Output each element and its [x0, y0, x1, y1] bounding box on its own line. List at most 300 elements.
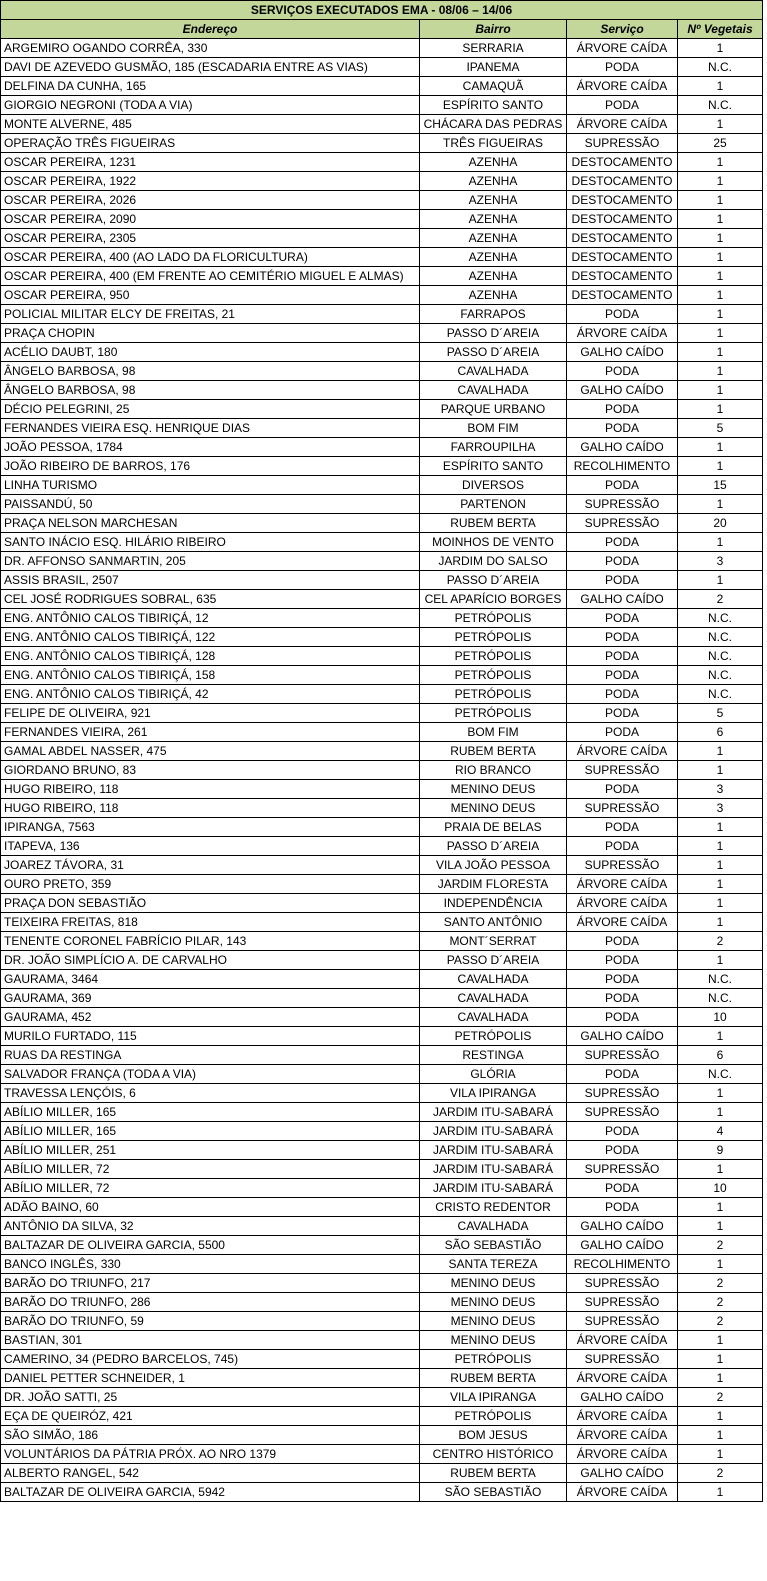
table-row — [1, 172, 763, 191]
cell-servico: SUPRESSÃO — [567, 1293, 678, 1312]
cell-servico: PODA — [567, 837, 678, 856]
cell-servico: ÁRVORE CAÍDA — [567, 1331, 678, 1350]
table-row — [1, 552, 763, 571]
cell-bairro: JARDIM ITU-SABARÁ — [420, 1179, 567, 1198]
table-row — [1, 381, 763, 400]
cell-n-vegetais: 1 — [678, 172, 763, 191]
cell-n-vegetais: 1 — [678, 761, 763, 780]
cell-servico: SUPRESSÃO — [567, 514, 678, 533]
cell-bairro: PETRÓPOLIS — [420, 1027, 567, 1046]
cell-bairro: VILA JOÃO PESSOA — [420, 856, 567, 875]
cell-bairro: FARROUPILHA — [420, 438, 567, 457]
table-row — [1, 913, 763, 932]
cell-n-vegetais: 1 — [678, 742, 763, 761]
cell-endereco: ALBERTO RANGEL, 542 — [1, 1464, 420, 1483]
cell-endereco: DÉCIO PELEGRINI, 25 — [1, 400, 420, 419]
cell-servico: ÁRVORE CAÍDA — [567, 1369, 678, 1388]
cell-endereco: VOLUNTÁRIOS DA PÁTRIA PRÓX. AO NRO 1379 — [1, 1445, 420, 1464]
cell-bairro: VILA IPIRANGA — [420, 1388, 567, 1407]
cell-servico: ÁRVORE CAÍDA — [567, 913, 678, 932]
cell-bairro: CAMAQUÃ — [420, 77, 567, 96]
cell-endereco: GIORGIO NEGRONI (TODA A VIA) — [1, 96, 420, 115]
cell-endereco: ENG. ANTÔNIO CALOS TIBIRIÇÁ, 122 — [1, 628, 420, 647]
cell-n-vegetais: 1 — [678, 457, 763, 476]
cell-endereco: ABÍLIO MILLER, 165 — [1, 1122, 420, 1141]
table-row — [1, 39, 763, 58]
cell-bairro: PETRÓPOLIS — [420, 685, 567, 704]
cell-n-vegetais: 1 — [678, 495, 763, 514]
cell-servico: DESTOCAMENTO — [567, 172, 678, 191]
cell-n-vegetais: N.C. — [678, 989, 763, 1008]
cell-endereco: ACÉLIO DAUBT, 180 — [1, 343, 420, 362]
cell-endereco: HUGO RIBEIRO, 118 — [1, 799, 420, 818]
cell-n-vegetais: 10 — [678, 1008, 763, 1027]
cell-n-vegetais: 1 — [678, 894, 763, 913]
cell-servico: PODA — [567, 723, 678, 742]
table-row — [1, 1426, 763, 1445]
cell-servico: GALHO CAÍDO — [567, 590, 678, 609]
cell-servico: GALHO CAÍDO — [567, 1027, 678, 1046]
cell-n-vegetais: 4 — [678, 1122, 763, 1141]
cell-bairro: AZENHA — [420, 286, 567, 305]
cell-bairro: BOM JESUS — [420, 1426, 567, 1445]
cell-servico: PODA — [567, 647, 678, 666]
table-row — [1, 780, 763, 799]
cell-n-vegetais: 1 — [678, 362, 763, 381]
cell-n-vegetais: 1 — [678, 1426, 763, 1445]
table-row — [1, 571, 763, 590]
cell-bairro: CRISTO REDENTOR — [420, 1198, 567, 1217]
cell-n-vegetais: 1 — [678, 400, 763, 419]
table-row — [1, 704, 763, 723]
cell-bairro: SERRARIA — [420, 39, 567, 58]
cell-n-vegetais: N.C. — [678, 685, 763, 704]
cell-servico: PODA — [567, 552, 678, 571]
cell-bairro: DIVERSOS — [420, 476, 567, 495]
cell-bairro: PETRÓPOLIS — [420, 609, 567, 628]
cell-n-vegetais: 1 — [678, 951, 763, 970]
cell-servico: PODA — [567, 1065, 678, 1084]
cell-endereco: ITAPEVA, 136 — [1, 837, 420, 856]
cell-endereco: PRAÇA DON SEBASTIÃO — [1, 894, 420, 913]
cell-endereco: PRAÇA NELSON MARCHESAN — [1, 514, 420, 533]
cell-n-vegetais: 1 — [678, 1445, 763, 1464]
cell-n-vegetais: 1 — [678, 1369, 763, 1388]
cell-servico: PODA — [567, 666, 678, 685]
cell-n-vegetais: 1 — [678, 856, 763, 875]
cell-n-vegetais: 9 — [678, 1141, 763, 1160]
cell-endereco: ABÍLIO MILLER, 72 — [1, 1160, 420, 1179]
cell-n-vegetais: 2 — [678, 590, 763, 609]
cell-servico: PODA — [567, 989, 678, 1008]
table-row — [1, 1179, 763, 1198]
cell-bairro: BOM FIM — [420, 419, 567, 438]
cell-bairro: MENINO DEUS — [420, 799, 567, 818]
cell-n-vegetais: 1 — [678, 571, 763, 590]
cell-n-vegetais: 1 — [678, 229, 763, 248]
table-row — [1, 1445, 763, 1464]
cell-endereco: HUGO RIBEIRO, 118 — [1, 780, 420, 799]
table-row — [1, 1236, 763, 1255]
cell-bairro: CAVALHADA — [420, 1217, 567, 1236]
cell-bairro: RUBEM BERTA — [420, 1369, 567, 1388]
table-row — [1, 305, 763, 324]
table-row — [1, 1217, 763, 1236]
cell-endereco: ENG. ANTÔNIO CALOS TIBIRIÇÁ, 12 — [1, 609, 420, 628]
cell-n-vegetais: 5 — [678, 704, 763, 723]
cell-servico: DESTOCAMENTO — [567, 191, 678, 210]
cell-servico: PODA — [567, 533, 678, 552]
cell-endereco: FERNANDES VIEIRA ESQ. HENRIQUE DIAS — [1, 419, 420, 438]
header-row — [1, 20, 763, 39]
cell-servico: ÁRVORE CAÍDA — [567, 39, 678, 58]
cell-servico: GALHO CAÍDO — [567, 381, 678, 400]
table-row — [1, 58, 763, 77]
cell-endereco: OSCAR PEREIRA, 2026 — [1, 191, 420, 210]
cell-endereco: GIORDANO BRUNO, 83 — [1, 761, 420, 780]
cell-bairro: CAVALHADA — [420, 362, 567, 381]
cell-servico: SUPRESSÃO — [567, 1274, 678, 1293]
cell-bairro: PETRÓPOLIS — [420, 704, 567, 723]
table-row — [1, 875, 763, 894]
header-bairro: Bairro — [420, 20, 567, 39]
table-row — [1, 951, 763, 970]
cell-endereco: DR. AFFONSO SANMARTIN, 205 — [1, 552, 420, 571]
cell-servico: RECOLHIMENTO — [567, 457, 678, 476]
cell-servico: ÁRVORE CAÍDA — [567, 77, 678, 96]
table-row — [1, 476, 763, 495]
table-row — [1, 818, 763, 837]
table-row — [1, 799, 763, 818]
cell-servico: SUPRESSÃO — [567, 1160, 678, 1179]
cell-bairro: CAVALHADA — [420, 970, 567, 989]
table-row — [1, 1008, 763, 1027]
cell-endereco: BASTIAN, 301 — [1, 1331, 420, 1350]
cell-servico: PODA — [567, 419, 678, 438]
cell-servico: SUPRESSÃO — [567, 856, 678, 875]
cell-bairro: JARDIM ITU-SABARÁ — [420, 1160, 567, 1179]
table-row — [1, 1198, 763, 1217]
table-row — [1, 1103, 763, 1122]
table-row — [1, 628, 763, 647]
cell-n-vegetais: 1 — [678, 381, 763, 400]
cell-bairro: PETRÓPOLIS — [420, 1350, 567, 1369]
cell-servico: SUPRESSÃO — [567, 761, 678, 780]
cell-n-vegetais: 2 — [678, 1236, 763, 1255]
cell-endereco: JOAREZ TÁVORA, 31 — [1, 856, 420, 875]
cell-endereco: GAURAMA, 452 — [1, 1008, 420, 1027]
cell-bairro: PETRÓPOLIS — [420, 1407, 567, 1426]
table-row — [1, 419, 763, 438]
table-row — [1, 457, 763, 476]
cell-servico: GALHO CAÍDO — [567, 1388, 678, 1407]
table-row — [1, 343, 763, 362]
cell-bairro: CAVALHADA — [420, 381, 567, 400]
table-row — [1, 267, 763, 286]
table-row — [1, 989, 763, 1008]
cell-n-vegetais: 1 — [678, 818, 763, 837]
cell-n-vegetais: 6 — [678, 723, 763, 742]
cell-n-vegetais: 1 — [678, 286, 763, 305]
header-servico: Serviço — [567, 20, 678, 39]
cell-endereco: SÃO SIMÃO, 186 — [1, 1426, 420, 1445]
cell-n-vegetais: N.C. — [678, 96, 763, 115]
cell-servico: ÁRVORE CAÍDA — [567, 1445, 678, 1464]
cell-servico: DESTOCAMENTO — [567, 153, 678, 172]
cell-endereco: ABÍLIO MILLER, 251 — [1, 1141, 420, 1160]
cell-servico: DESTOCAMENTO — [567, 248, 678, 267]
cell-endereco: ANTÔNIO DA SILVA, 32 — [1, 1217, 420, 1236]
cell-n-vegetais: 1 — [678, 1103, 763, 1122]
cell-endereco: BARÃO DO TRIUNFO, 217 — [1, 1274, 420, 1293]
cell-endereco: DANIEL PETTER SCHNEIDER, 1 — [1, 1369, 420, 1388]
cell-servico: GALHO CAÍDO — [567, 1236, 678, 1255]
cell-servico: GALHO CAÍDO — [567, 1464, 678, 1483]
table-row — [1, 1160, 763, 1179]
cell-bairro: ESPÍRITO SANTO — [420, 457, 567, 476]
cell-servico: ÁRVORE CAÍDA — [567, 1407, 678, 1426]
cell-endereco: GAMAL ABDEL NASSER, 475 — [1, 742, 420, 761]
cell-bairro: JARDIM ITU-SABARÁ — [420, 1122, 567, 1141]
cell-endereco: ADÃO BAINO, 60 — [1, 1198, 420, 1217]
table-row — [1, 248, 763, 267]
cell-servico: PODA — [567, 970, 678, 989]
cell-n-vegetais: 1 — [678, 1483, 763, 1502]
cell-endereco: OURO PRETO, 359 — [1, 875, 420, 894]
cell-bairro: SANTA TEREZA — [420, 1255, 567, 1274]
cell-bairro: PRAIA DE BELAS — [420, 818, 567, 837]
cell-servico: PODA — [567, 1179, 678, 1198]
cell-servico: SUPRESSÃO — [567, 1350, 678, 1369]
cell-n-vegetais: 1 — [678, 533, 763, 552]
cell-n-vegetais: 1 — [678, 248, 763, 267]
table-row — [1, 1350, 763, 1369]
table-row — [1, 1255, 763, 1274]
cell-bairro: PASSO D´AREIA — [420, 343, 567, 362]
cell-n-vegetais: 1 — [678, 39, 763, 58]
cell-n-vegetais: 1 — [678, 875, 763, 894]
cell-bairro: CHÁCARA DAS PEDRAS — [420, 115, 567, 134]
cell-n-vegetais: 3 — [678, 552, 763, 571]
cell-servico: PODA — [567, 1198, 678, 1217]
cell-bairro: JARDIM ITU-SABARÁ — [420, 1103, 567, 1122]
cell-bairro: JARDIM FLORESTA — [420, 875, 567, 894]
table-row — [1, 400, 763, 419]
table-row — [1, 210, 763, 229]
cell-endereco: ÂNGELO BARBOSA, 98 — [1, 362, 420, 381]
table-row — [1, 761, 763, 780]
cell-bairro: MENINO DEUS — [420, 1274, 567, 1293]
cell-endereco: DR. JOÃO SIMPLÍCIO A. DE CARVALHO — [1, 951, 420, 970]
header-n-vegetais: Nº Vegetais — [678, 20, 763, 39]
cell-servico: GALHO CAÍDO — [567, 1217, 678, 1236]
cell-n-vegetais: N.C. — [678, 609, 763, 628]
table-row — [1, 647, 763, 666]
cell-n-vegetais: 1 — [678, 1027, 763, 1046]
cell-n-vegetais: 20 — [678, 514, 763, 533]
table-row — [1, 134, 763, 153]
cell-bairro: IPANEMA — [420, 58, 567, 77]
table-row — [1, 685, 763, 704]
table-row — [1, 1483, 763, 1502]
cell-servico: PODA — [567, 305, 678, 324]
cell-n-vegetais: N.C. — [678, 647, 763, 666]
cell-n-vegetais: 1 — [678, 191, 763, 210]
cell-bairro: RIO BRANCO — [420, 761, 567, 780]
cell-endereco: RUAS DA RESTINGA — [1, 1046, 420, 1065]
cell-endereco: OSCAR PEREIRA, 400 (EM FRENTE AO CEMITÉRIO MIGUEL E ALMAS) — [1, 267, 420, 286]
cell-bairro: PETRÓPOLIS — [420, 647, 567, 666]
cell-endereco: POLICIAL MILITAR ELCY DE FREITAS, 21 — [1, 305, 420, 324]
cell-n-vegetais: N.C. — [678, 58, 763, 77]
cell-endereco: ABÍLIO MILLER, 72 — [1, 1179, 420, 1198]
cell-bairro: SÃO SEBASTIÃO — [420, 1483, 567, 1502]
cell-servico: PODA — [567, 780, 678, 799]
table-row — [1, 324, 763, 343]
table-row — [1, 1084, 763, 1103]
cell-endereco: PAISSANDÚ, 50 — [1, 495, 420, 514]
table-row — [1, 1141, 763, 1160]
cell-n-vegetais: 10 — [678, 1179, 763, 1198]
cell-endereco: TENENTE CORONEL FABRÍCIO PILAR, 143 — [1, 932, 420, 951]
table-row — [1, 970, 763, 989]
cell-servico: PODA — [567, 818, 678, 837]
cell-bairro: RUBEM BERTA — [420, 1464, 567, 1483]
table-row — [1, 1065, 763, 1084]
cell-servico: ÁRVORE CAÍDA — [567, 894, 678, 913]
cell-n-vegetais: 1 — [678, 1160, 763, 1179]
cell-servico: PODA — [567, 571, 678, 590]
cell-servico: SUPRESSÃO — [567, 1084, 678, 1103]
cell-endereco: ENG. ANTÔNIO CALOS TIBIRIÇÁ, 158 — [1, 666, 420, 685]
table-row — [1, 1046, 763, 1065]
cell-n-vegetais: 1 — [678, 913, 763, 932]
cell-endereco: ÂNGELO BARBOSA, 98 — [1, 381, 420, 400]
cell-endereco: DR. JOÃO SATTI, 25 — [1, 1388, 420, 1407]
cell-bairro: JARDIM ITU-SABARÁ — [420, 1141, 567, 1160]
cell-bairro: MENINO DEUS — [420, 780, 567, 799]
table-row — [1, 1274, 763, 1293]
cell-bairro: AZENHA — [420, 229, 567, 248]
cell-endereco: ARGEMIRO OGANDO CORRÊA, 330 — [1, 39, 420, 58]
cell-endereco: ASSIS BRASIL, 2507 — [1, 571, 420, 590]
table-row — [1, 286, 763, 305]
cell-n-vegetais: 2 — [678, 1293, 763, 1312]
cell-endereco: OSCAR PEREIRA, 400 (AO LADO DA FLORICULTURA) — [1, 248, 420, 267]
cell-bairro: VILA IPIRANGA — [420, 1084, 567, 1103]
cell-n-vegetais: 1 — [678, 1198, 763, 1217]
cell-servico: PODA — [567, 96, 678, 115]
cell-endereco: MONTE ALVERNE, 485 — [1, 115, 420, 134]
cell-endereco: TEIXEIRA FREITAS, 818 — [1, 913, 420, 932]
cell-endereco: OSCAR PEREIRA, 2090 — [1, 210, 420, 229]
cell-servico: ÁRVORE CAÍDA — [567, 1426, 678, 1445]
cell-n-vegetais: N.C. — [678, 1065, 763, 1084]
cell-bairro: ESPÍRITO SANTO — [420, 96, 567, 115]
cell-n-vegetais: 2 — [678, 1312, 763, 1331]
cell-n-vegetais: 2 — [678, 932, 763, 951]
table-row — [1, 96, 763, 115]
cell-servico: DESTOCAMENTO — [567, 229, 678, 248]
cell-bairro: PASSO D´AREIA — [420, 571, 567, 590]
cell-bairro: CAVALHADA — [420, 989, 567, 1008]
cell-servico: PODA — [567, 685, 678, 704]
header-endereco: Endereço — [1, 20, 420, 39]
cell-endereco: GAURAMA, 3464 — [1, 970, 420, 989]
cell-servico: GALHO CAÍDO — [567, 438, 678, 457]
cell-endereco: PRAÇA CHOPIN — [1, 324, 420, 343]
cell-bairro: MOINHOS DE VENTO — [420, 533, 567, 552]
cell-bairro: CAVALHADA — [420, 1008, 567, 1027]
cell-endereco: IPIRANGA, 7563 — [1, 818, 420, 837]
cell-servico: PODA — [567, 476, 678, 495]
table-row — [1, 590, 763, 609]
cell-n-vegetais: 1 — [678, 324, 763, 343]
cell-n-vegetais: 1 — [678, 115, 763, 134]
cell-endereco: DELFINA DA CUNHA, 165 — [1, 77, 420, 96]
cell-n-vegetais: 1 — [678, 77, 763, 96]
table-row — [1, 723, 763, 742]
cell-bairro: PASSO D´AREIA — [420, 837, 567, 856]
cell-endereco: ENG. ANTÔNIO CALOS TIBIRIÇÁ, 42 — [1, 685, 420, 704]
cell-n-vegetais: 1 — [678, 1255, 763, 1274]
cell-n-vegetais: 1 — [678, 837, 763, 856]
cell-bairro: TRÊS FIGUEIRAS — [420, 134, 567, 153]
cell-bairro: PASSO D´AREIA — [420, 324, 567, 343]
cell-servico: RECOLHIMENTO — [567, 1255, 678, 1274]
cell-endereco: CAMERINO, 34 (PEDRO BARCELOS, 745) — [1, 1350, 420, 1369]
cell-endereco: BALTAZAR DE OLIVEIRA GARCIA, 5500 — [1, 1236, 420, 1255]
cell-endereco: JOÃO RIBEIRO DE BARROS, 176 — [1, 457, 420, 476]
cell-endereco: OPERAÇÃO TRÊS FIGUEIRAS — [1, 134, 420, 153]
table-row — [1, 153, 763, 172]
cell-bairro: PARTENON — [420, 495, 567, 514]
table-row — [1, 514, 763, 533]
table-row — [1, 1407, 763, 1426]
cell-n-vegetais: N.C. — [678, 970, 763, 989]
cell-servico: SUPRESSÃO — [567, 1103, 678, 1122]
cell-n-vegetais: 1 — [678, 305, 763, 324]
cell-bairro: RUBEM BERTA — [420, 742, 567, 761]
cell-bairro: JARDIM DO SALSO — [420, 552, 567, 571]
cell-n-vegetais: 1 — [678, 438, 763, 457]
cell-endereco: ABÍLIO MILLER, 165 — [1, 1103, 420, 1122]
table-row — [1, 77, 763, 96]
cell-endereco: BARÃO DO TRIUNFO, 286 — [1, 1293, 420, 1312]
cell-servico: PODA — [567, 58, 678, 77]
cell-endereco: EÇA DE QUEIRÓZ, 421 — [1, 1407, 420, 1426]
cell-n-vegetais: 5 — [678, 419, 763, 438]
cell-servico: GALHO CAÍDO — [567, 343, 678, 362]
table-row — [1, 1388, 763, 1407]
cell-endereco: BARÃO DO TRIUNFO, 59 — [1, 1312, 420, 1331]
table-row — [1, 362, 763, 381]
cell-servico: SUPRESSÃO — [567, 1046, 678, 1065]
cell-bairro: PETRÓPOLIS — [420, 666, 567, 685]
cell-endereco: SALVADOR FRANÇA (TODA A VIA) — [1, 1065, 420, 1084]
cell-n-vegetais: 1 — [678, 267, 763, 286]
cell-servico: PODA — [567, 362, 678, 381]
cell-bairro: AZENHA — [420, 153, 567, 172]
table-row — [1, 191, 763, 210]
cell-bairro: INDEPENDÊNCIA — [420, 894, 567, 913]
table-row — [1, 533, 763, 552]
cell-endereco: GAURAMA, 369 — [1, 989, 420, 1008]
cell-endereco: BANCO INGLÊS, 330 — [1, 1255, 420, 1274]
table-row — [1, 1464, 763, 1483]
cell-servico: PODA — [567, 1122, 678, 1141]
cell-n-vegetais: 1 — [678, 1217, 763, 1236]
